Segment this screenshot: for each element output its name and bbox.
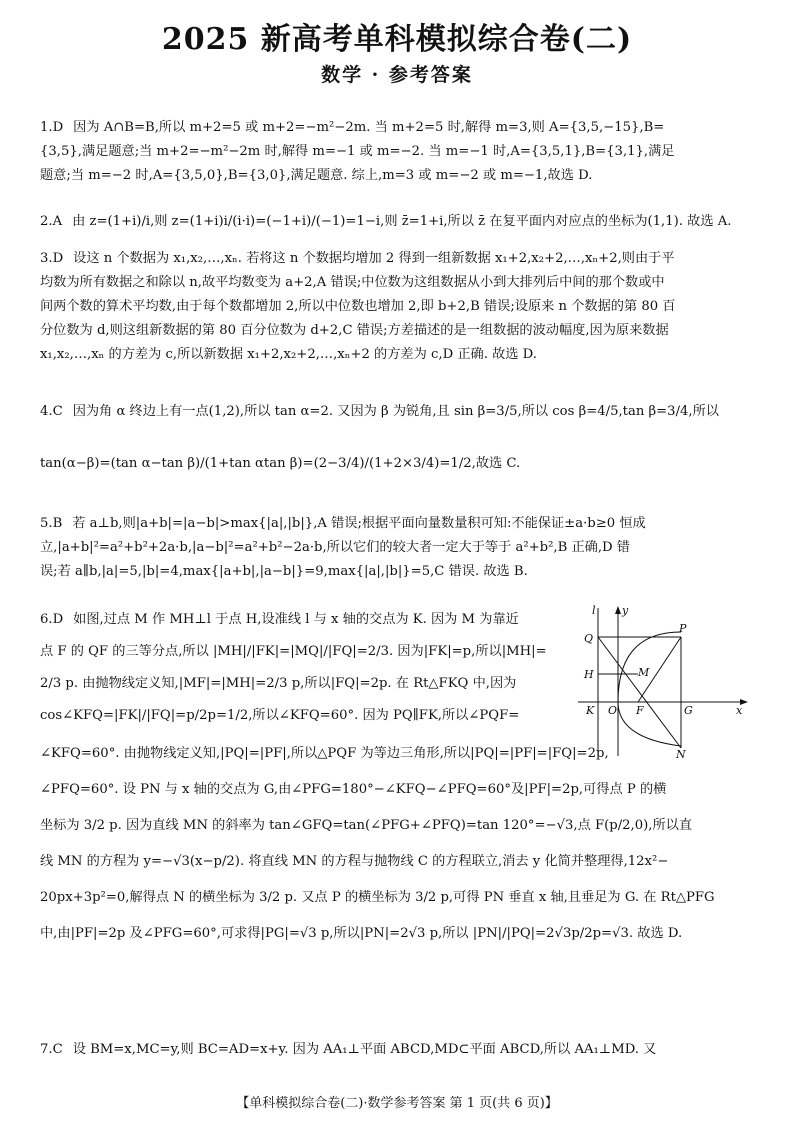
problem-6-narrow [40, 604, 570, 732]
label-k: K [586, 704, 595, 717]
problem-line: 坐标为 3/2 p. 因为直线 MN 的斜率为 tan∠GFQ=tan(∠PFG+∠PFQ)=tan 120°=−√3,点 F(p/2,0),所以直 [40, 818, 693, 833]
label-o: O [608, 704, 618, 717]
problem-line: tan(α−β)=(tan α−tan β)/(1+tan αtan β)=(2−3/4)/(1+2×3/4)=1/2,故选 C. [40, 456, 521, 471]
problem-line: 7.C 设 BM=x,MC=y,则 BC=AD=x+y. 因为 AA₁⊥平面 ABCD,MD⊂平面 ABCD,所以 AA₁⊥MD. 又 [40, 1042, 657, 1057]
problem-line: 题意;当 m=−2 时,A={3,5,0},B={3,0},满足题意. 综上,m=3 或 m=−2 或 m=−1,故选 D. [40, 168, 593, 183]
parabola-curve [618, 632, 681, 746]
parabola-figure [576, 602, 752, 758]
problem-number: 7.C [40, 1042, 63, 1057]
problem-5 [40, 512, 768, 584]
problem-1 [40, 116, 768, 188]
problem-line: 分位数为 d,则这组新数据的第 80 百分位数为 d+2,C 错误;方差描述的是一组数据的波动幅度,因为原来数据 [40, 323, 669, 338]
problem-line: 间两个数的算术平均数,由于每个数都增加 2,所以中位数也增加 2,即 b+2,B 错误;设原来 n 个数据的第 80 百 [40, 299, 676, 314]
problem-line: ∠KFQ=60°. 由抛物线定义知,|PQ|=|PF|,所以△PQF 为等边三角形,所以|PQ|=|PF|=|FQ|=2p, [40, 746, 609, 761]
problem-line: 线 MN 的方程为 y=−√3(x−p/2). 将直线 MN 的方程与抛物线 C 的方程联立,消去 y 化简并整理得,12x²− [40, 854, 669, 869]
label-q: Q [584, 632, 594, 645]
problem-number: 6.D [40, 612, 64, 627]
problem-number: 2.A [40, 214, 63, 229]
label-g: G [684, 704, 693, 717]
problem-line: 2/3 p. 由抛物线定义知,|MF|=|MH|=2/3 p,所以|FQ|=2p. 在 Rt△FKQ 中,因为 [40, 676, 517, 691]
page-footer: 【单科模拟综合卷(二)·数学参考答案 第 1 页(共 6 页)】 [236, 1096, 558, 1111]
page-subtitle: 数学 · 参考答案 [321, 64, 473, 86]
problem-line: 5.B 若 a⊥b,则|a+b|=|a−b|>max{|a|,|b|},A 错误;根据平面向量数量积可知:不能保证±a·b≥0 恒成 [40, 516, 646, 531]
problem-number: 4.C [40, 404, 63, 419]
label-y: y [622, 604, 629, 617]
label-p: P [679, 622, 687, 635]
problem-line: 20px+3p²=0,解得点 N 的横坐标为 3/2 p. 又点 P 的横坐标为 3/2 p,可得 PN 垂直 x 轴,且垂足为 G. 在 Rt△PFG [40, 890, 715, 905]
label-x: x [736, 704, 743, 717]
problem-line: x₁,x₂,…,xₙ 的方差为 c,所以新数据 x₁+2,x₂+2,…,xₙ+2 的方差为 c,D 正确. 故选 D. [40, 347, 537, 362]
label-n: N [676, 748, 686, 758]
problem-4 [40, 400, 768, 476]
problem-line: 立,|a+b|²=a²+b²+2a·b,|a−b|²=a²+b²−2a·b,所以它们的较大者一定大于等于 a²+b²,B 正确,D 错 [40, 540, 630, 555]
problem-line: 中,由|PF|=2p 及∠PFG=60°,可求得|PG|=√3 p,所以|PN|=2√3 p,所以 |PN|/|PQ|=2√3p/2p=√3. 故选 D. [40, 926, 683, 941]
problem-line: 2.A 由 z=(1+i)/i,则 z=(1+i)i/(i·i)=(−1+i)/(−1)=1−i,则 z̄=1+i,所以 z̄ 在复平面内对应点的坐标为(1,1). 故选 A. [40, 214, 732, 229]
problem-line: 4.C 因为角 α 终边上有一点(1,2),所以 tan α=2. 又因为 β 为锐角,且 sin β=3/5,所以 cos β=4/5,tan β=3/4,所以 [40, 404, 719, 419]
problem-number: 5.B [40, 516, 63, 531]
problem-line: 6.D 如图,过点 M 作 MH⊥l 于点 H,设准线 l 与 x 轴的交点为 K. 因为 M 为靠近 [40, 612, 519, 627]
problem-6-wide [40, 736, 768, 952]
problem-3 [40, 247, 768, 367]
problem-line: {3,5},满足题意;当 m+2=−m²−2m 时,解得 m=−1 或 m=−2. 当 m=−1 时,A={3,5,1},B={3,1},满足 [40, 144, 675, 159]
problem-line: 误;若 a∥b,|a|=5,|b|=4,max{|a+b|,|a−b|}=9,max{|a|,|b|}=5,C 错误. 故选 B. [40, 564, 528, 579]
problem-line: 点 F 的 QF 的三等分点,所以 |MH|/|FK|=|MQ|/|FQ|=2/3. 因为|FK|=p,所以|MH|= [40, 644, 547, 659]
problem-line: 1.D 因为 A∩B=B,所以 m+2=5 或 m+2=−m²−2m. 当 m+2=5 时,解得 m=3,则 A={3,5,−15},B= [40, 120, 665, 135]
label-f: F [636, 704, 644, 717]
line-mn [598, 637, 681, 748]
y-axis-arrow [615, 606, 621, 614]
problem-number: 3.D [40, 251, 64, 266]
problem-7 [40, 1038, 768, 1062]
problem-line: 均数为所有数据之和除以 n,故平均数变为 a+2,A 错误;中位数为这组数据从小到大排列后中间的那个数或中 [40, 275, 665, 290]
problem-line: ∠PFQ=60°. 设 PN 与 x 轴的交点为 G,由∠PFG=180°−∠KFQ−∠PFQ=60°及|PF|=2p,可得点 P 的横 [40, 782, 667, 797]
problem-line: 3.D 设这 n 个数据为 x₁,x₂,…,xₙ. 若将这 n 个数据均增加 2 得到一组新数据 x₁+2,x₂+2,…,xₙ+2,则由于平 [40, 251, 675, 266]
problem-2 [40, 210, 768, 234]
label-l: l [592, 604, 596, 617]
label-m: M [638, 666, 650, 679]
problem-number: 1.D [40, 120, 64, 135]
label-h: H [584, 668, 594, 681]
page-title: 2025 新高考单科模拟综合卷(二) [161, 22, 633, 57]
problem-line: cos∠KFQ=|FK|/|FQ|=p/2p=1/2,所以∠KFQ=60°. 因为 PQ∥FK,所以∠PQF= [40, 708, 520, 723]
